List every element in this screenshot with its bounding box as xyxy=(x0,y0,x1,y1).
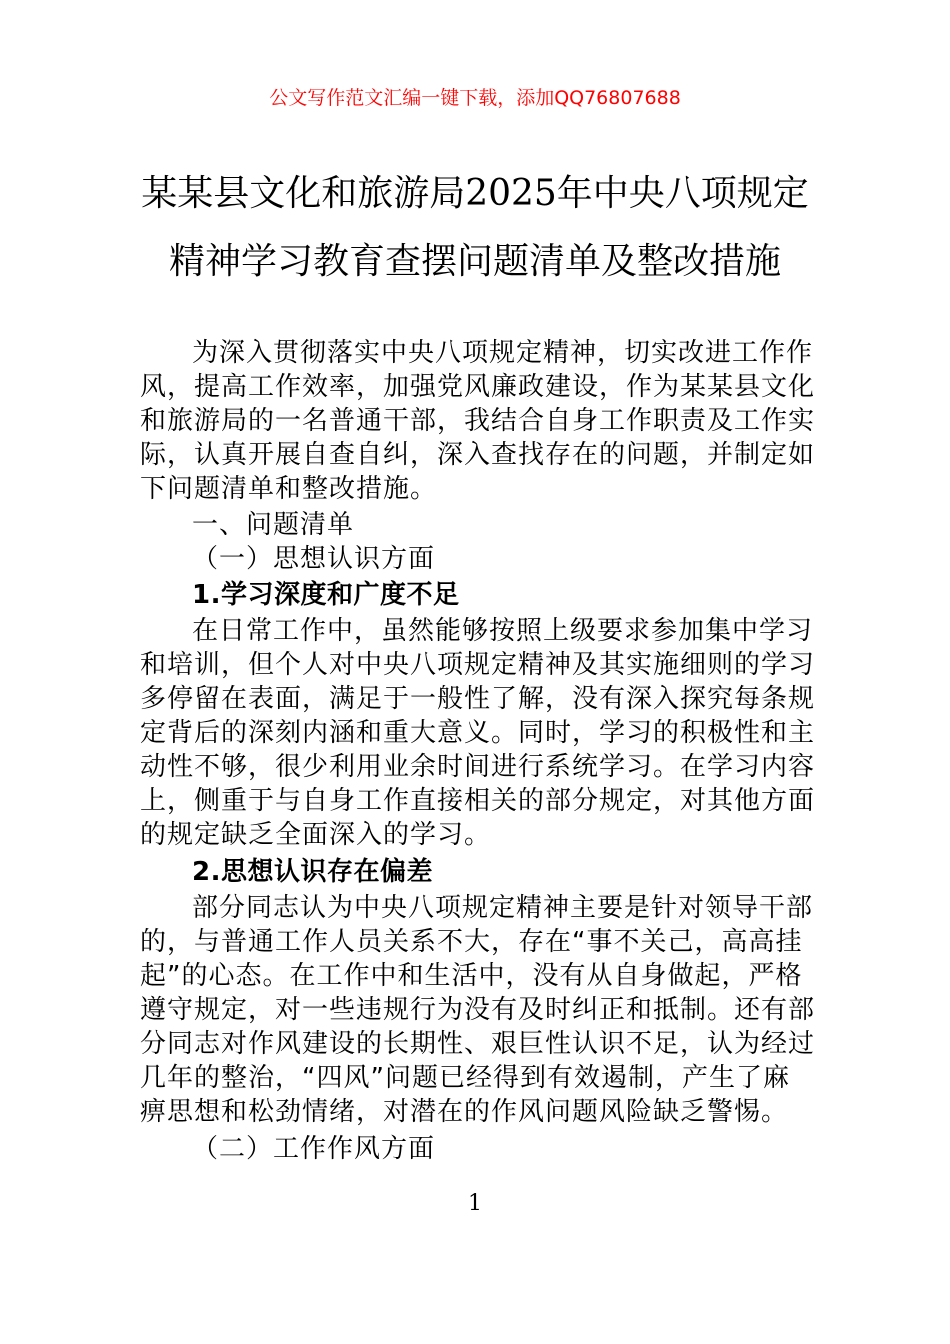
item1-line: 的规定缺乏全面深入的学习。 xyxy=(140,820,492,850)
document-title-line-2: 精神学习教育查摆问题清单及整改措施 xyxy=(168,241,781,282)
item1-line: 在日常工作中，虽然能够按照上级要求参加集中学习 xyxy=(192,616,814,646)
item2-line: 分同志对作风建设的长期性、艰巨性认识不足，认为经过 xyxy=(140,1029,816,1059)
item-heading: 1.学习深度和广度不足 xyxy=(192,580,460,610)
intro-line: 和旅游局的一名普通干部，我结合自身工作职责及工作实 xyxy=(140,406,816,436)
download-promo-note: 公文写作范文汇编一键下载，添加QQ76807688 xyxy=(269,87,681,109)
item1-line: 动性不够，很少利用业余时间进行系统学习。在学习内容 xyxy=(140,752,816,782)
item2-line: 痹思想和松劲情绪，对潜在的作风问题风险缺乏警惕。 xyxy=(140,1097,789,1127)
intro-line: 下问题清单和整改措施。 xyxy=(140,474,438,504)
item2-line: 遵守规定，对一些违规行为没有及时纠正和抵制。还有部 xyxy=(140,995,816,1025)
intro-line: 风，提高工作效率，加强党风廉政建设，作为某某县文化 xyxy=(140,372,816,402)
item2-line: 几年的整治，“四风”问题已经得到有效遏制，产生了麻 xyxy=(140,1063,790,1093)
item2-line: 部分同志认为中央八项规定精神主要是针对领导干部 xyxy=(192,893,814,923)
item-heading: 2.思想认识存在偏差 xyxy=(192,857,433,887)
page-number: 1 xyxy=(468,1191,482,1216)
item1-line: 多停留在表面，满足于一般性了解，没有深入探究每条规 xyxy=(140,684,816,714)
item1-line: 上，侧重于与自身工作直接相关的部分规定，对其他方面 xyxy=(140,786,816,816)
subsection-heading: （二）工作作风方面 xyxy=(192,1134,436,1164)
document-title-line-1: 某某县文化和旅游局2025年中央八项规定 xyxy=(141,173,809,214)
intro-line: 为深入贯彻落实中央八项规定精神，切实改进工作作 xyxy=(192,338,814,368)
subsection-heading: （一）思想认识方面 xyxy=(192,544,436,574)
item1-line: 定背后的深刻内涵和重大意义。同时，学习的积极性和主 xyxy=(140,718,816,748)
item2-line: 起”的心态。在工作中和生活中，没有从自身做起，严格 xyxy=(140,961,803,991)
item2-line: 的，与普通工作人员关系不大，存在“事不关己，高高挂 xyxy=(140,927,803,957)
item1-line: 和培训，但个人对中央八项规定精神及其实施细则的学习 xyxy=(140,650,816,680)
intro-line: 际，认真开展自查自纠，深入查找存在的问题，并制定如 xyxy=(140,440,816,470)
section-heading: 一、问题清单 xyxy=(192,510,355,540)
